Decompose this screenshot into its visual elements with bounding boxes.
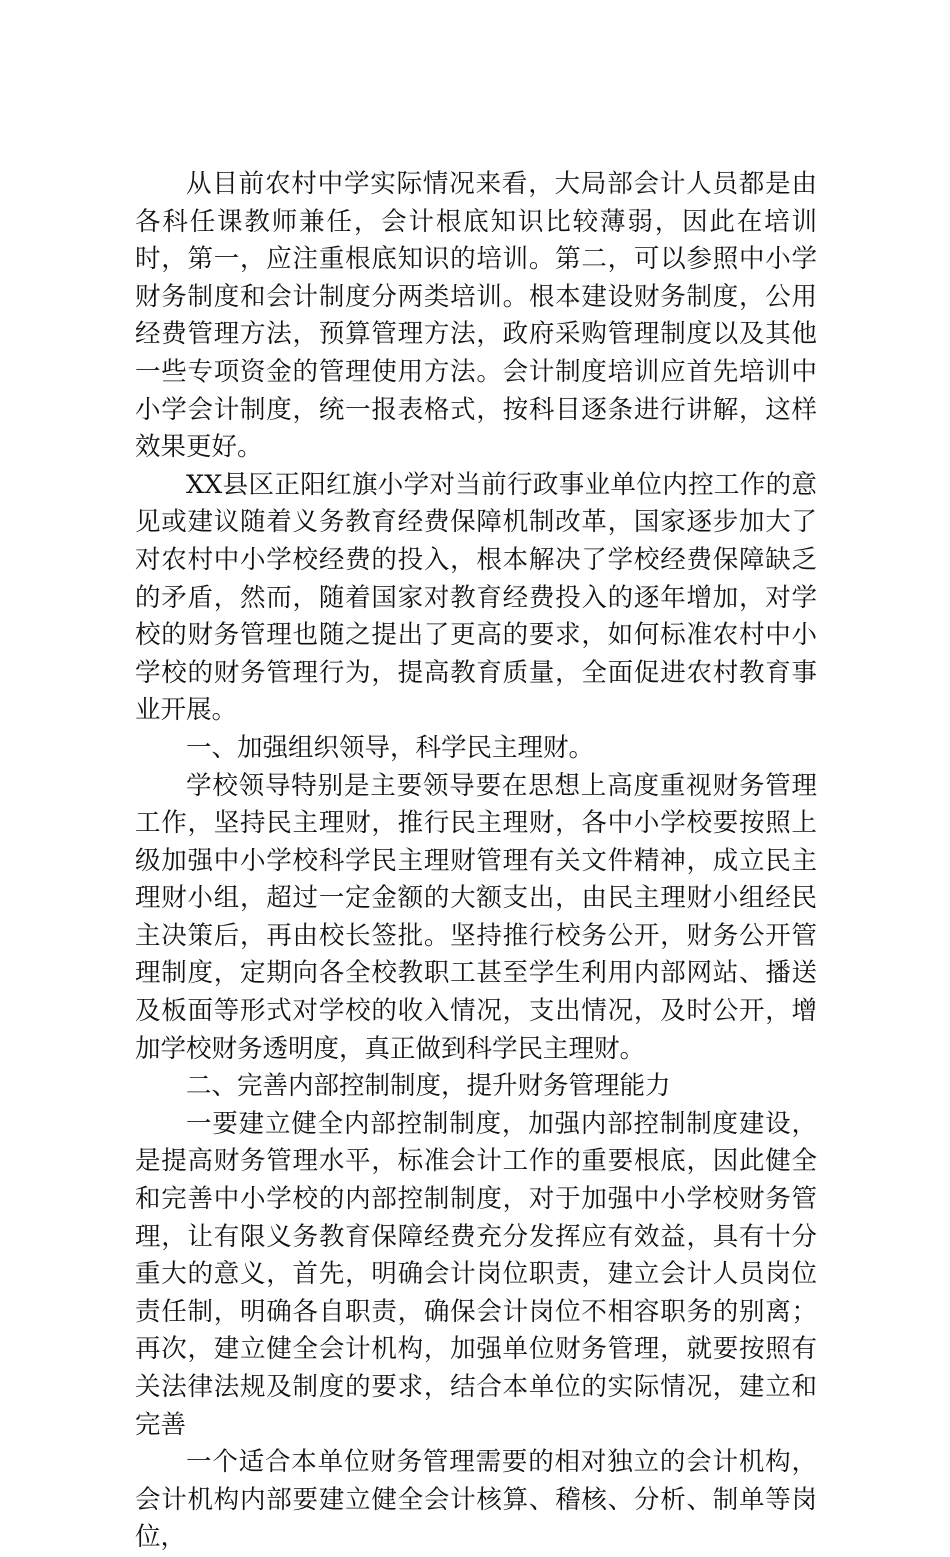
paragraph-internal-control: 一要建立健全内部控制制度，加强内部控制制度建设，是提高财务管理水平，标准会计工作的重要根底，因此健全和完善中小学校的内部控制制度，对于加强中小学校财务管理，让有限义务教育保障经费充分发挥应有效益，具有十分重大的意义，首先，明确会计岗位职责，建立会计人员岗位责任制，明确各自职责，确保会计岗位不相容职务的别离；再次，建立健全会计机构，加强单位财务管理，就要按照有关法律法规及制度的要求，结合本单位的实际情况，建立和完善: [135, 1108, 817, 1440]
paragraph-training: 从目前农村中学实际情况来看，大局部会计人员都是由各科任课教师兼任，会计根底知识比较薄弱，因此在培训时，第一，应注重根底知识的培训。第二，可以参照中小学财务制度和会计制度分两类培训。根本建设财务制度，公用经费管理方法，预算管理方法，政府采购管理制度以及其他一些专项资金的管理使用方法。会计制度培训应首先培训中小学会计制度，统一报表格式，按科目逐条进行讲解，这样效果更好。: [135, 169, 817, 463]
heading-section-1: 一、加强组织领导，科学民主理财。: [186, 732, 595, 763]
paragraph-school-opinion: XX县区正阳红旗小学对当前行政事业单位内控工作的意见或建议随着义务教育经费保障机制改革，国家逐步加大了对农村中小学校经费的投入，根本解决了学校经费保障缺乏的矛盾，然而，随着国家对教育经费投入的逐年增加，对学校的财务管理也随之提出了更高的要求，如何标准农村中小学校的财务管理行为，提高教育质量，全面促进农村教育事业开展。: [135, 469, 817, 726]
heading-section-2: 二、完善内部控制制度，提升财务管理能力: [186, 1071, 671, 1102]
paragraph-democratic-finance: 学校领导特别是主要领导要在思想上高度重视财务管理工作，坚持民主理财，推行民主理财，各中小学校要按照上级加强中小学校科学民主理财管理有关文件精神，成立民主理财小组，超过一定金额的大额支出，由民主理财小组经民主决策后，再由校长签批。坚持推行校务公开，财务公开管理制度，定期向各全校教职工甚至学生利用内部网站、播送及板面等形式对学校的收入情况，支出情况，及时公开，增加学校财务透明度，真正做到科学民主理财。: [135, 770, 817, 1064]
paragraph-accounting-agency: 一个适合本单位财务管理需要的相对独立的会计机构，会计机构内部要建立健全会计核算、稽核、分析、制单等岗位，: [135, 1447, 817, 1553]
document-body: [135, 166, 817, 1557]
